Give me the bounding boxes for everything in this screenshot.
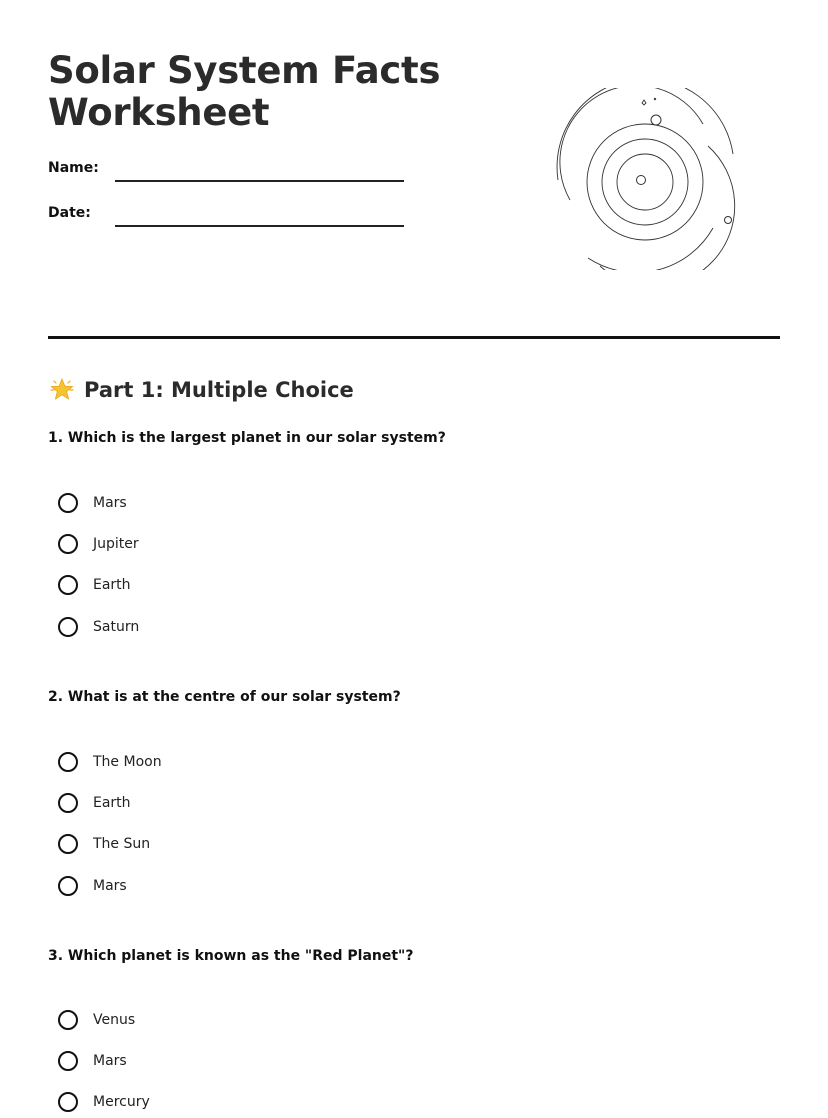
radio-button[interactable] bbox=[58, 575, 78, 595]
option-the-moon[interactable] bbox=[58, 749, 308, 775]
option-earth[interactable] bbox=[58, 572, 308, 598]
question-text: 1. Which is the largest planet in our solar system? bbox=[48, 430, 446, 446]
option-label: The Sun bbox=[93, 836, 151, 852]
option-label: Earth bbox=[93, 795, 131, 811]
option-label: Mercury bbox=[93, 1094, 150, 1110]
option-mars[interactable] bbox=[58, 490, 308, 516]
name-label: Name: bbox=[48, 160, 99, 176]
star-icon bbox=[48, 376, 76, 404]
option-label: Mars bbox=[93, 1053, 127, 1069]
solar-system-orbits-icon bbox=[548, 88, 738, 270]
section-divider bbox=[48, 336, 780, 339]
radio-button[interactable] bbox=[58, 1092, 78, 1112]
option-saturn[interactable] bbox=[58, 614, 308, 640]
worksheet-page bbox=[48, 0, 780, 1118]
option-label: Mars bbox=[93, 495, 127, 511]
option-label: Jupiter bbox=[93, 536, 139, 552]
radio-button[interactable] bbox=[58, 617, 78, 637]
date-line[interactable] bbox=[115, 225, 404, 227]
radio-button[interactable] bbox=[58, 834, 78, 854]
radio-button[interactable] bbox=[58, 876, 78, 896]
radio-button[interactable] bbox=[58, 493, 78, 513]
option-label: Saturn bbox=[93, 619, 140, 635]
question-3 bbox=[48, 946, 780, 1110]
date-field bbox=[48, 203, 408, 227]
option-mercury[interactable] bbox=[58, 1089, 308, 1115]
radio-button[interactable] bbox=[58, 793, 78, 813]
section-heading bbox=[48, 374, 354, 406]
option-label: Earth bbox=[93, 577, 131, 593]
radio-button[interactable] bbox=[58, 752, 78, 772]
title-line-1: Solar System Facts bbox=[48, 49, 441, 92]
option-label: The Moon bbox=[93, 754, 162, 770]
name-field bbox=[48, 158, 408, 182]
option-jupiter[interactable] bbox=[58, 531, 308, 557]
option-the-sun[interactable] bbox=[58, 831, 308, 857]
radio-button[interactable] bbox=[58, 534, 78, 554]
worksheet-title bbox=[48, 50, 488, 134]
option-earth[interactable] bbox=[58, 790, 308, 816]
title-line-2: Worksheet bbox=[48, 91, 270, 134]
question-text: 3. Which planet is known as the "Red Planet"? bbox=[48, 948, 414, 964]
option-label: Venus bbox=[93, 1012, 136, 1028]
option-mars[interactable] bbox=[58, 1048, 308, 1074]
radio-button[interactable] bbox=[58, 1010, 78, 1030]
question-2 bbox=[48, 687, 780, 894]
option-mars[interactable] bbox=[58, 873, 308, 899]
name-line[interactable] bbox=[115, 180, 404, 182]
section-title: Part 1: Multiple Choice bbox=[84, 378, 354, 402]
question-1 bbox=[48, 428, 780, 635]
question-text: 2. What is at the centre of our solar system? bbox=[48, 689, 401, 705]
option-label: Mars bbox=[93, 878, 127, 894]
radio-button[interactable] bbox=[58, 1051, 78, 1071]
option-venus[interactable] bbox=[58, 1007, 308, 1033]
date-label: Date: bbox=[48, 205, 91, 221]
